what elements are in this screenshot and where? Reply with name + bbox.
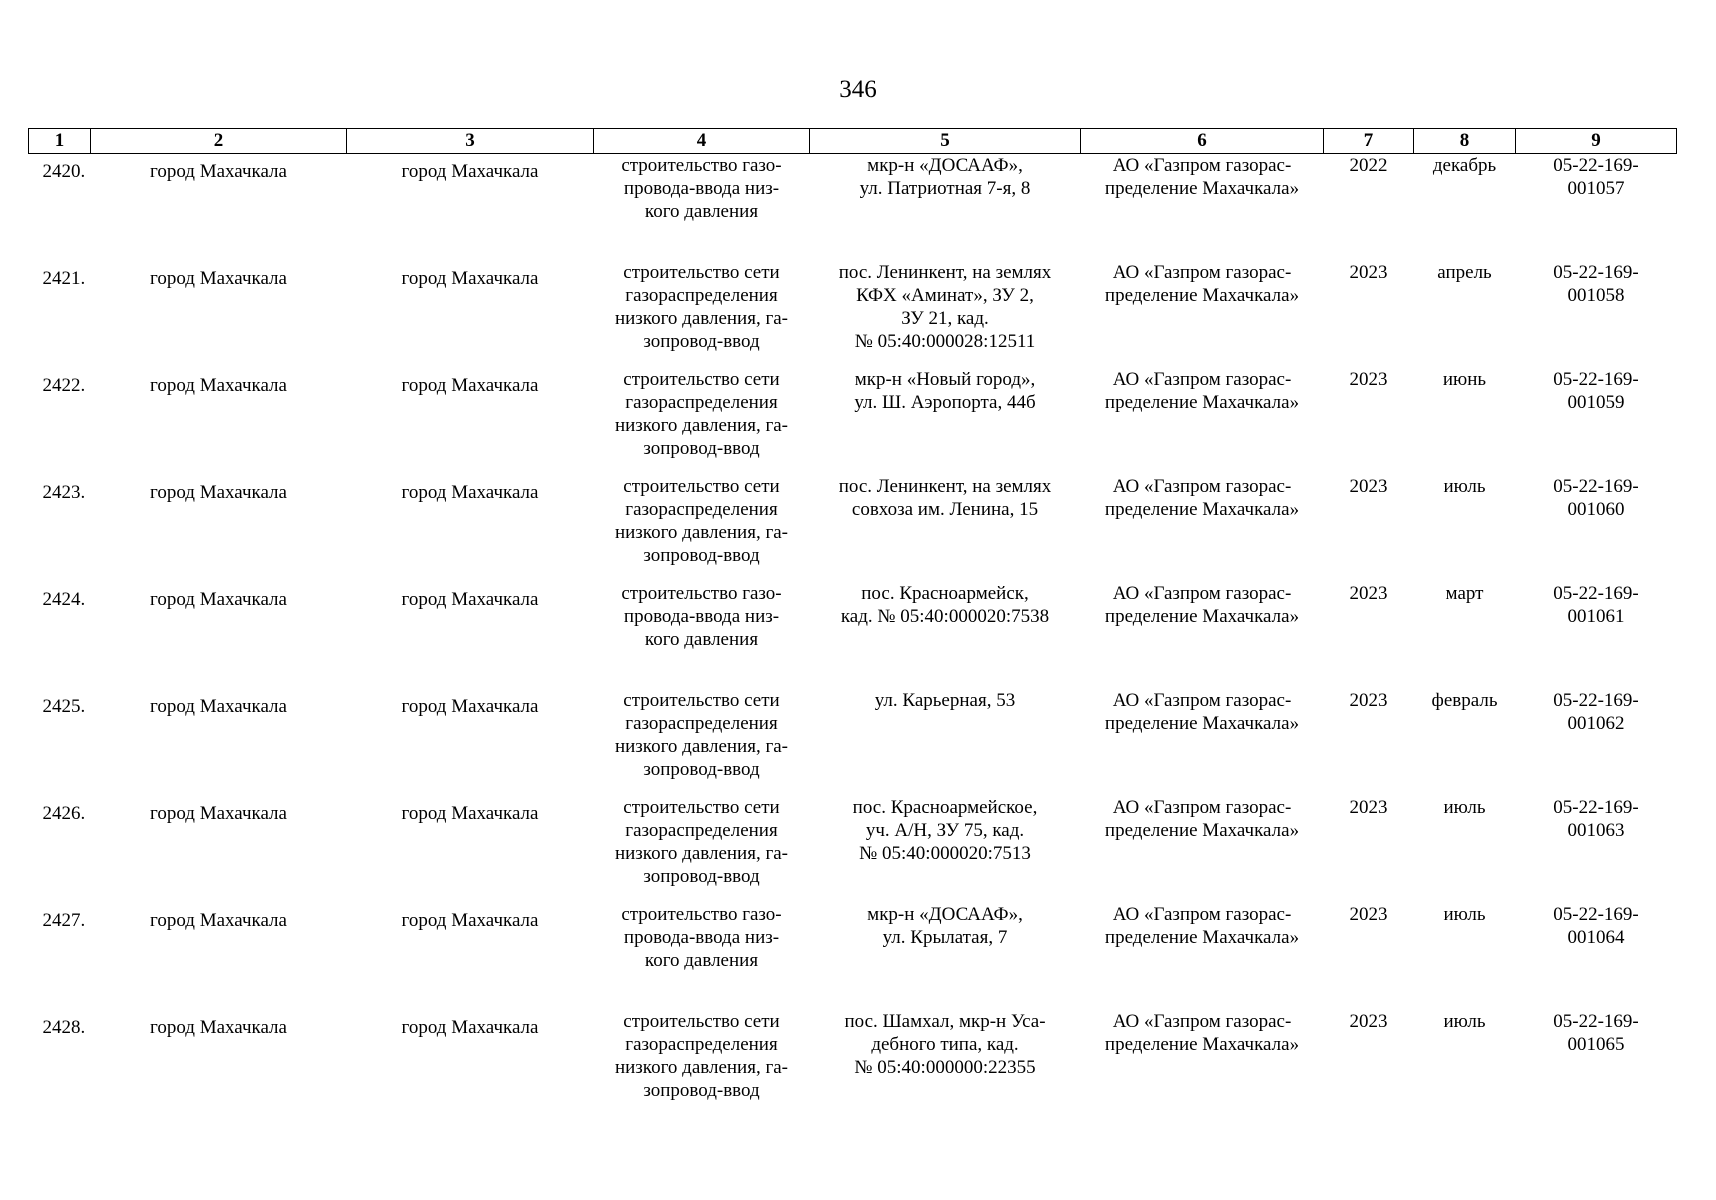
locality-cell: город Махачкала (150, 161, 287, 182)
work-description-line: газораспределения (625, 713, 778, 734)
work-description-cell (594, 689, 810, 796)
month-cell: декабрь (1432, 155, 1497, 176)
column-header-3: 3 (347, 129, 594, 154)
code-cell (1516, 368, 1677, 475)
organization-cell (1081, 475, 1324, 582)
code-line: 001064 (1567, 927, 1625, 948)
municipality-cell: город Махачкала (401, 482, 539, 503)
organization-line: пределение Махачкала» (1104, 499, 1300, 520)
column-header-4: 4 (594, 129, 810, 154)
month-cell: июль (1443, 904, 1486, 925)
table-header (29, 129, 1677, 154)
table-row (29, 796, 1677, 903)
address-line: № 05:40:000020:7513 (859, 843, 1031, 864)
locality-cell: город Махачкала (150, 482, 287, 503)
work-description-line: газораспределения (625, 285, 778, 306)
code-line: 05-22-169- (1553, 904, 1639, 925)
code-cell (1516, 582, 1677, 689)
organization-line: пределение Махачкала» (1104, 820, 1300, 841)
address-cell (810, 368, 1081, 475)
address-line: мкр-н «Новый город», (854, 369, 1036, 390)
work-description-line: провода-ввода низ- (623, 178, 780, 199)
column-header-8: 8 (1414, 129, 1516, 154)
work-description-line: низкого давления, га- (614, 1057, 789, 1078)
work-description-line: низкого давления, га- (614, 522, 789, 543)
table-row (29, 261, 1677, 368)
table-row (29, 1010, 1677, 1117)
year-cell: 2023 (1349, 690, 1388, 711)
column-header-9: 9 (1516, 129, 1677, 154)
code-cell (1516, 903, 1677, 1010)
table-row (29, 368, 1677, 475)
row-number: 2421. (42, 268, 86, 289)
code-line: 05-22-169- (1553, 1011, 1639, 1032)
month-cell: июль (1443, 797, 1486, 818)
code-line: 05-22-169- (1553, 797, 1639, 818)
address-line: совхоза им. Ленина, 15 (851, 499, 1039, 520)
organization-cell (1081, 261, 1324, 368)
organization-line: АО «Газпром газорас- (1112, 583, 1292, 604)
organization-line: АО «Газпром газорас- (1112, 1011, 1292, 1032)
code-line: 001062 (1567, 713, 1625, 734)
municipality-cell: город Махачкала (401, 589, 539, 610)
code-cell (1516, 261, 1677, 368)
year-cell: 2023 (1349, 369, 1388, 390)
work-description-cell (594, 475, 810, 582)
register-table-wrapper (28, 128, 1676, 1117)
work-description-line: строительство сети (623, 690, 780, 711)
address-line: ул. Карьерная, 53 (874, 690, 1016, 711)
address-cell (810, 261, 1081, 368)
organization-line: АО «Газпром газорас- (1112, 797, 1292, 818)
table-row (29, 689, 1677, 796)
table-row (29, 903, 1677, 1010)
code-cell (1516, 796, 1677, 903)
month-cell: февраль (1431, 690, 1498, 711)
work-description-line: газораспределения (625, 1034, 778, 1055)
work-description-line: газораспределения (625, 392, 778, 413)
code-line: 05-22-169- (1553, 369, 1639, 390)
address-line: № 05:40:000028:12511 (854, 331, 1036, 352)
organization-line: АО «Газпром газорас- (1112, 262, 1292, 283)
organization-line: пределение Махачкала» (1104, 1034, 1300, 1055)
organization-line: АО «Газпром газорас- (1112, 476, 1292, 497)
address-cell (810, 475, 1081, 582)
work-description-cell (594, 582, 810, 689)
address-line: пос. Шамхал, мкр-н Уса- (844, 1011, 1046, 1032)
municipality-cell: город Махачкала (401, 696, 539, 717)
work-description-line: провода-ввода низ- (623, 606, 780, 627)
organization-cell (1081, 154, 1324, 262)
column-header-5: 5 (810, 129, 1081, 154)
locality-cell: город Махачкала (150, 803, 287, 824)
work-description-line: кого давления (644, 950, 759, 971)
work-description-line: зопровод-ввод (643, 866, 760, 887)
work-description-line: газораспределения (625, 499, 778, 520)
work-description-line: низкого давления, га- (614, 843, 789, 864)
work-description-line: кого давления (644, 629, 759, 650)
organization-cell (1081, 368, 1324, 475)
work-description-line: строительство сети (623, 369, 780, 390)
work-description-cell (594, 154, 810, 262)
work-description-line: строительство сети (623, 262, 780, 283)
address-line: № 05:40:000000:22355 (854, 1057, 1036, 1078)
year-cell: 2023 (1349, 1011, 1388, 1032)
row-number: 2427. (42, 910, 86, 931)
address-cell (810, 903, 1081, 1010)
table-row (29, 475, 1677, 582)
work-description-cell (594, 261, 810, 368)
row-number: 2423. (42, 482, 86, 503)
organization-line: пределение Махачкала» (1104, 285, 1300, 306)
municipality-cell: город Махачкала (401, 1017, 539, 1038)
code-line: 05-22-169- (1553, 583, 1639, 604)
code-line: 05-22-169- (1553, 476, 1639, 497)
locality-cell: город Махачкала (150, 268, 287, 289)
year-cell: 2023 (1349, 904, 1388, 925)
row-number: 2424. (42, 589, 86, 610)
work-description-line: газораспределения (625, 820, 778, 841)
organization-cell (1081, 1010, 1324, 1117)
work-description-line: зопровод-ввод (643, 545, 760, 566)
address-line: КФХ «Аминат», ЗУ 2, (856, 285, 1034, 306)
address-cell (810, 154, 1081, 262)
row-number: 2426. (42, 803, 86, 824)
work-description-line: низкого давления, га- (614, 415, 789, 436)
month-cell: апрель (1437, 262, 1492, 283)
work-description-line: зопровод-ввод (643, 438, 760, 459)
code-cell (1516, 154, 1677, 262)
municipality-cell: город Махачкала (401, 268, 539, 289)
work-description-line: низкого давления, га- (614, 736, 789, 757)
work-description-line: строительство сети (623, 797, 780, 818)
municipality-cell: город Махачкала (401, 803, 539, 824)
address-line: кад. № 05:40:000020:7538 (840, 606, 1050, 627)
table-row (29, 154, 1677, 262)
work-description-line: зопровод-ввод (643, 1080, 760, 1101)
code-line: 001061 (1567, 606, 1625, 627)
organization-cell (1081, 689, 1324, 796)
code-line: 001058 (1567, 285, 1625, 306)
organization-line: пределение Махачкала» (1104, 927, 1300, 948)
code-line: 001057 (1567, 178, 1625, 199)
work-description-line: строительство газо- (621, 583, 782, 604)
work-description-line: зопровод-ввод (643, 331, 760, 352)
year-cell: 2022 (1349, 155, 1388, 176)
month-cell: июнь (1442, 369, 1487, 390)
address-cell (810, 689, 1081, 796)
address-line: пос. Красноармейск, (861, 583, 1029, 604)
work-description-line: кого давления (644, 201, 759, 222)
organization-cell (1081, 582, 1324, 689)
code-cell (1516, 1010, 1677, 1117)
municipality-cell: город Махачкала (401, 161, 539, 182)
locality-cell: город Махачкала (150, 696, 287, 717)
code-line: 001065 (1567, 1034, 1625, 1055)
address-cell (810, 1010, 1081, 1117)
code-cell (1516, 475, 1677, 582)
column-header-6: 6 (1081, 129, 1324, 154)
work-description-cell (594, 1010, 810, 1117)
address-line: уч. А/Н, ЗУ 75, кад. (865, 820, 1025, 841)
code-line: 05-22-169- (1553, 262, 1639, 283)
table-body (29, 154, 1677, 1118)
organization-line: пределение Махачкала» (1104, 178, 1300, 199)
organization-line: пределение Махачкала» (1104, 713, 1300, 734)
work-description-cell (594, 903, 810, 1010)
code-line: 001059 (1567, 392, 1625, 413)
work-description-cell (594, 368, 810, 475)
work-description-line: провода-ввода низ- (623, 927, 780, 948)
row-number: 2428. (42, 1017, 86, 1038)
year-cell: 2023 (1349, 476, 1388, 497)
address-line: пос. Ленинкент, на землях (838, 476, 1052, 497)
column-header-1: 1 (29, 129, 91, 154)
municipality-cell: город Махачкала (401, 375, 539, 396)
year-cell: 2023 (1349, 797, 1388, 818)
address-line: дебного типа, кад. (871, 1034, 1019, 1055)
organization-line: АО «Газпром газорас- (1112, 155, 1292, 176)
address-cell (810, 582, 1081, 689)
organization-line: АО «Газпром газорас- (1112, 690, 1292, 711)
organization-line: АО «Газпром газорас- (1112, 369, 1292, 390)
address-line: ул. Крылатая, 7 (882, 927, 1008, 948)
year-cell: 2023 (1349, 583, 1388, 604)
column-header-2: 2 (91, 129, 347, 154)
locality-cell: город Махачкала (150, 1017, 287, 1038)
table-row (29, 582, 1677, 689)
register-table (28, 128, 1677, 1117)
work-description-line: строительство сети (623, 476, 780, 497)
column-header-7: 7 (1324, 129, 1414, 154)
address-line: мкр-н «ДОСААФ», (867, 904, 1023, 925)
organization-cell (1081, 903, 1324, 1010)
row-number: 2425. (42, 696, 86, 717)
month-cell: июль (1443, 1011, 1486, 1032)
code-line: 05-22-169- (1553, 690, 1639, 711)
row-number: 2420. (42, 161, 86, 182)
address-cell (810, 796, 1081, 903)
month-cell: март (1445, 583, 1484, 604)
address-line: ул. Патриотная 7-я, 8 (859, 178, 1031, 199)
code-line: 05-22-169- (1553, 155, 1639, 176)
month-cell: июль (1443, 476, 1486, 497)
column-number-row (29, 129, 1677, 154)
code-cell (1516, 689, 1677, 796)
address-line: мкр-н «ДОСААФ», (867, 155, 1023, 176)
organization-line: АО «Газпром газорас- (1112, 904, 1292, 925)
locality-cell: город Махачкала (150, 910, 287, 931)
row-number: 2422. (42, 375, 86, 396)
locality-cell: город Махачкала (150, 589, 287, 610)
code-line: 001063 (1567, 820, 1625, 841)
organization-line: пределение Махачкала» (1104, 606, 1300, 627)
municipality-cell: город Махачкала (401, 910, 539, 931)
year-cell: 2023 (1349, 262, 1388, 283)
work-description-cell (594, 796, 810, 903)
work-description-line: строительство газо- (621, 155, 782, 176)
organization-cell (1081, 796, 1324, 903)
code-line: 001060 (1567, 499, 1625, 520)
address-line: ул. Ш. Аэропорта, 44б (854, 392, 1036, 413)
locality-cell: город Махачкала (150, 375, 287, 396)
address-line: ЗУ 21, кад. (901, 308, 989, 329)
work-description-line: строительство сети (623, 1011, 780, 1032)
work-description-line: зопровод-ввод (643, 759, 760, 780)
page-number: 346 (839, 76, 877, 103)
address-line: пос. Красноармейское, (852, 797, 1038, 818)
address-line: пос. Ленинкент, на землях (838, 262, 1052, 283)
work-description-line: строительство газо- (621, 904, 782, 925)
organization-line: пределение Махачкала» (1104, 392, 1300, 413)
work-description-line: низкого давления, га- (614, 308, 789, 329)
